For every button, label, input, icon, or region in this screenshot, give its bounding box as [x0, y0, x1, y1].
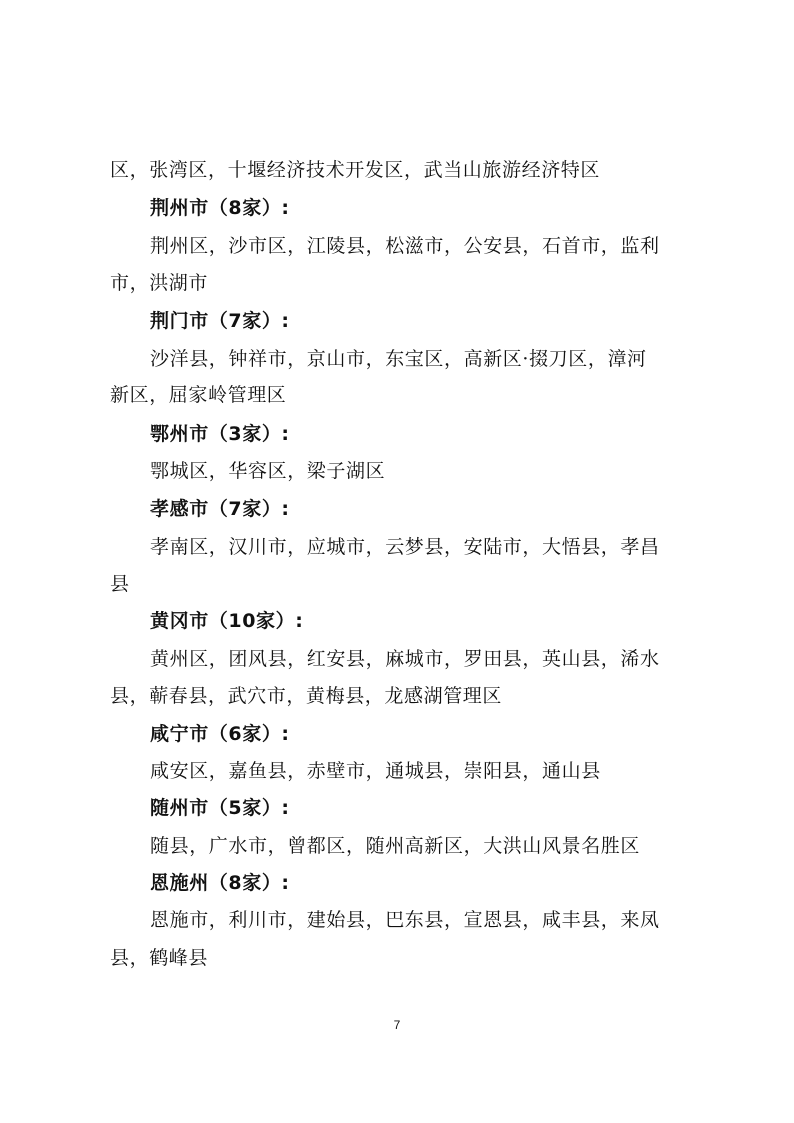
text-line-huanggang-1: 黄州区，团风县，红安县，麻城市，罗田县，英山县，浠水 [150, 648, 660, 670]
text-line-huanggang-2: 县，蕲春县，武穴市，黄梅县，龙感湖管理区 [110, 685, 503, 707]
text-line-suizhou-1: 随县，广水市，曾都区，随州高新区，大洪山风景名胜区 [150, 835, 641, 857]
text-line-jingmen-1: 沙洋县，钟祥市，京山市，东宝区，高新区·掇刀区，漳河 [150, 348, 647, 370]
heading-xiaogan: 孝感市（7家）: [150, 498, 290, 520]
text-line-enshi-2: 县，鹤峰县 [110, 947, 209, 969]
heading-huanggang: 黄冈市（10家）: [150, 610, 304, 632]
text-line-shiyan-cont: 区，张湾区，十堰经济技术开发区，武当山旅游经济特区 [110, 159, 601, 181]
heading-xianning: 咸宁市（6家）: [150, 723, 290, 745]
page-number: 7 [393, 1018, 401, 1032]
text-line-enshi-1: 恩施市，利川市，建始县，巴东县，宣恩县，咸丰县，来凤 [150, 909, 660, 931]
text-line-ezhou-1: 鄂城区，华容区，梁子湖区 [150, 460, 386, 482]
text-line-jingzhou-1: 荆州区，沙市区，江陵县，松滋市，公安县，石首市，监利 [150, 235, 660, 257]
heading-enshi: 恩施州（8家）: [150, 872, 290, 894]
heading-jingmen: 荆门市（7家）: [150, 310, 290, 332]
text-line-jingmen-2: 新区，屈家岭管理区 [110, 384, 287, 406]
text-line-jingzhou-2: 市，洪湖市 [110, 272, 209, 294]
text-line-xianning-1: 咸安区，嘉鱼县，赤壁市，通城县，崇阳县，通山县 [150, 760, 601, 782]
heading-jingzhou: 荆州市（8家）: [150, 197, 290, 219]
heading-suizhou: 随州市（5家）: [150, 797, 290, 819]
heading-ezhou: 鄂州市（3家）: [150, 423, 290, 445]
text-line-xiaogan-1: 孝南区，汉川市，应城市，云梦县，安陆市，大悟县，孝昌 [150, 536, 660, 558]
text-line-xiaogan-2: 县 [110, 573, 130, 595]
